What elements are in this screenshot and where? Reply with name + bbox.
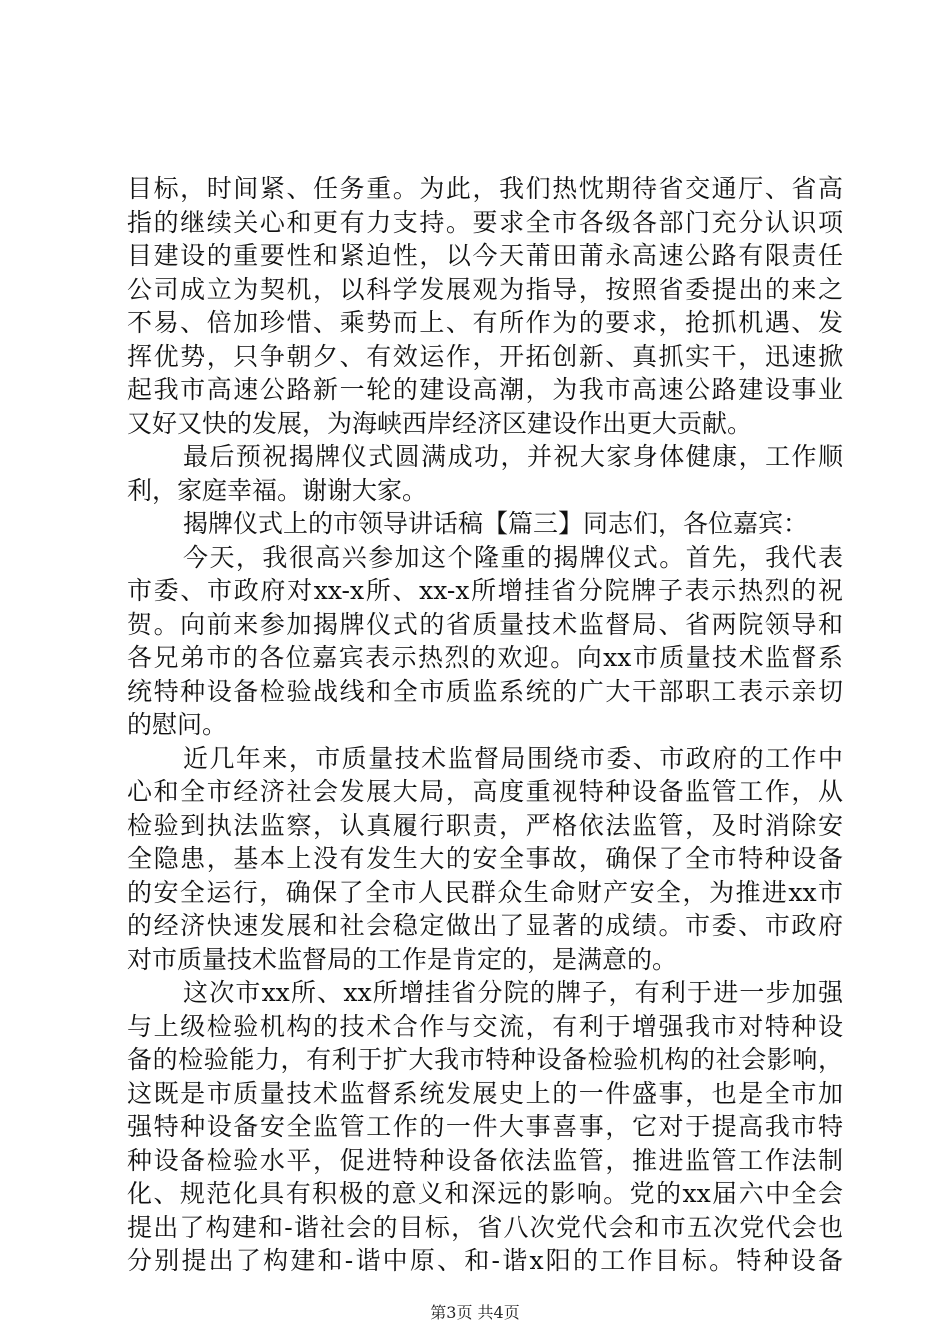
text-line: 目建设的重要性和紧迫性，以今天莆田莆永高速公路有限责任 bbox=[127, 241, 843, 270]
text-line: 近几年来，市质量技术监督局围绕市委、市政府的工作中 bbox=[183, 743, 843, 773]
text-line: 不易、倍加珍惜、乘势而上、有所作为的要求，抢抓机遇、发 bbox=[127, 308, 843, 337]
text-line: 的慰问。 bbox=[127, 710, 228, 739]
text-line: 利，家庭幸福。谢谢大家。 bbox=[127, 475, 428, 505]
text-line: 的经济快速发展和社会稳定做出了显著的成绩。市委、市政府 bbox=[127, 911, 843, 940]
text-line: 贺。向前来参加揭牌仪式的省质量技术监督局、省两院领导和 bbox=[127, 609, 843, 639]
text-line: 这次市xx所、xx所增挂省分院的牌子，有利于进一步加强 bbox=[183, 978, 843, 1007]
text-line: 统特种设备检验战线和全市质监系统的广大干部职工表示亲切 bbox=[127, 676, 843, 706]
text-line: 全隐患，基本上没有发生大的安全事故，确保了全市特种设备 bbox=[127, 844, 843, 873]
text-line: 公司成立为契机，以科学发展观为指导，按照省委提出的来之 bbox=[127, 274, 843, 304]
text-line: 目标，时间紧、任务重。为此，我们热忱期待省交通厅、省高 bbox=[127, 174, 843, 203]
document-body bbox=[127, 172, 843, 1278]
text-line: 对市质量技术监督局的工作是肯定的，是满意的。 bbox=[127, 944, 678, 974]
text-line: 与上级检验机构的技术合作与交流，有利于增强我市对特种设 bbox=[127, 1011, 843, 1041]
page-footer: 第3页 共4页 bbox=[430, 1303, 520, 1322]
text-line: 最后预祝揭牌仪式圆满成功，并祝大家身体健康，工作顺 bbox=[183, 442, 843, 471]
text-line: 这既是市质量技术监督系统发展史上的一件盛事，也是全市加 bbox=[127, 1078, 843, 1108]
text-line: 又好又快的发展，为海峡西岸经济区建设作出更大贡献。 bbox=[127, 408, 753, 438]
text-line: 备的检验能力，有利于扩大我市特种设备检验机构的社会影响， bbox=[127, 1045, 843, 1074]
text-line: 检验到执法监察，认真履行职责，严格依法监管，及时消除安 bbox=[127, 810, 843, 840]
text-line: 起我市高速公路新一轮的建设高潮，为我市高速公路建设事业 bbox=[127, 375, 843, 404]
text-line: 心和全市经济社会发展大局，高度重视特种设备监管工作，从 bbox=[127, 777, 843, 806]
text-line: 各兄弟市的各位嘉宾表示热烈的欢迎。向xx市质量技术监督系 bbox=[127, 643, 843, 672]
text-line: 指的继续关心和更有力支持。要求全市各级各部门充分认识项 bbox=[127, 207, 843, 237]
text-line: 提出了构建和-谐社会的目标，省八次党代会和市五次党代会也 bbox=[127, 1212, 843, 1242]
text-line: 分别提出了构建和-谐中原、和-谐x阳的工作目标。特种设备 bbox=[127, 1246, 843, 1275]
text-line: 的安全运行，确保了全市人民群众生命财产安全，为推进xx市 bbox=[127, 877, 843, 907]
text-line: 强特种设备安全监管工作的一件大事喜事，它对于提高我市特 bbox=[127, 1112, 843, 1141]
text-line: 种设备检验水平，促进特种设备依法监管，推进监管工作法制 bbox=[127, 1145, 843, 1175]
text-line: 今天，我很高兴参加这个隆重的揭牌仪式。首先，我代表 bbox=[183, 542, 843, 572]
text-line: 揭牌仪式上的市领导讲话稿【篇三】同志们，各位嘉宾： bbox=[183, 509, 809, 538]
text-line: 化、规范化具有积极的意义和深远的影响。党的xx届六中全会 bbox=[127, 1179, 843, 1208]
text-line: 市委、市政府对xx-x所、xx-x所增挂省分院牌子表示热烈的祝 bbox=[127, 576, 843, 605]
text-line: 挥优势，只争朝夕、有效运作，开拓创新、真抓实干，迅速掀 bbox=[127, 341, 843, 371]
